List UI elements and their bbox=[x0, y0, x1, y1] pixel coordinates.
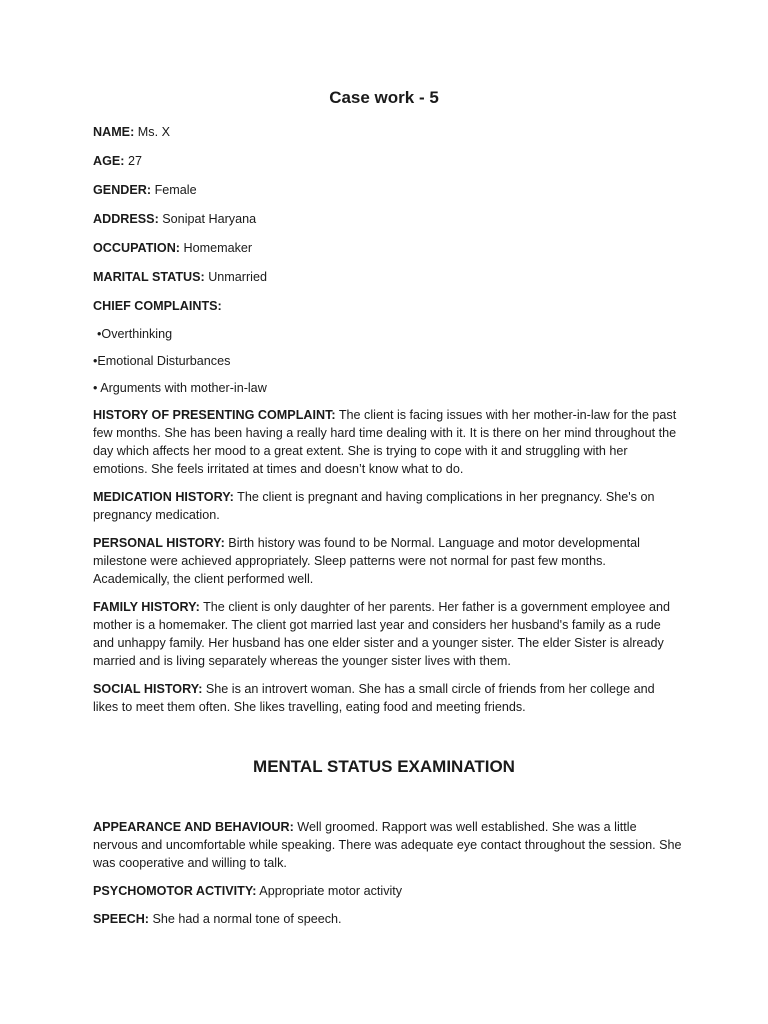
mse-text: Appropriate motor activity bbox=[256, 884, 403, 898]
marital-status-value: Unmarried bbox=[204, 270, 267, 284]
mse-label: APPEARANCE AND BEHAVIOUR: bbox=[93, 820, 294, 834]
history-text: The client is facing issues with her mother-in-law for the past few months. She has been having a really hard time dealing with it. It is there on her mind throughout the day which affects her mood to a great extent. She is trying to cope with it and struggling with her emotions. She feels irritated at times and doesn’t know what to do. bbox=[93, 408, 677, 476]
gender-value: Female bbox=[151, 183, 197, 197]
history-text: She is an introvert woman. She has a small circle of friends from her college and likes to meet them often. She likes travelling, eating food and meeting friends. bbox=[93, 682, 655, 714]
marital-status-label: MARITAL STATUS: bbox=[93, 270, 205, 284]
history-label: FAMILY HISTORY: bbox=[93, 600, 200, 614]
address-label: ADDRESS: bbox=[93, 212, 159, 226]
mse-label: SPEECH: bbox=[93, 912, 149, 926]
mse-text: Well groomed. Rapport was well established. She was a little nervous and uncomfortable while speaking. There was adequate eye contact throughout the session. She was cooperative and willing to talk. bbox=[93, 820, 682, 870]
family-history bbox=[93, 598, 683, 670]
name-value: Ms. X bbox=[134, 125, 170, 139]
history-label: HISTORY OF PRESENTING COMPLAINT: bbox=[93, 408, 336, 422]
document-title: Case work - 5 bbox=[329, 88, 439, 107]
occupation-value: Homemaker bbox=[179, 241, 253, 255]
chief-complaints-heading bbox=[93, 297, 683, 315]
personal-history bbox=[93, 534, 683, 588]
case-details bbox=[93, 123, 683, 726]
occupation-field bbox=[93, 239, 683, 257]
history-label: MEDICATION HISTORY: bbox=[93, 490, 234, 504]
complaint-item: •Emotional Disturbances bbox=[93, 354, 231, 368]
appearance-behaviour bbox=[93, 818, 683, 872]
gender-field bbox=[93, 181, 683, 199]
age-label: AGE: bbox=[93, 154, 125, 168]
mse-details bbox=[93, 818, 683, 938]
social-history bbox=[93, 680, 683, 716]
occupation-label: OCCUPATION: bbox=[93, 241, 180, 255]
presenting-complaint-history bbox=[93, 406, 683, 478]
speech bbox=[93, 910, 683, 928]
history-text: The client is only daughter of her parents. Her father is a government employee and mother is a homemaker. The client got married last year and considers her husband's family as a rude and unhappy family. Her husband has one elder sister and a younger sister. The elder Sister is already married and is living separately whereas the younger sister lives with them. bbox=[93, 600, 671, 668]
name-field bbox=[93, 123, 683, 141]
complaint-item: •Overthinking bbox=[97, 327, 173, 341]
mse-label: PSYCHOMOTOR ACTIVITY: bbox=[93, 884, 257, 898]
age-value: 27 bbox=[124, 154, 142, 168]
complaint-item: • Arguments with mother-in-law bbox=[93, 381, 267, 395]
chief-complaints-label: CHIEF COMPLAINTS: bbox=[93, 299, 222, 313]
medication-history bbox=[93, 488, 683, 524]
history-text: The client is pregnant and having complications in her pregnancy. She's on pregnancy medication. bbox=[93, 490, 655, 522]
address-field bbox=[93, 210, 683, 228]
marital-status-field bbox=[93, 268, 683, 286]
age-field bbox=[93, 152, 683, 170]
history-label: PERSONAL HISTORY: bbox=[93, 536, 225, 550]
history-label: SOCIAL HISTORY: bbox=[93, 682, 203, 696]
mse-text: She had a normal tone of speech. bbox=[148, 912, 342, 926]
history-text: Birth history was found to be Normal. Language and motor developmental milestone were achieved appropriately. Sleep patterns were not normal for past few months. Academically, the client performed well. bbox=[93, 536, 640, 586]
address-value: Sonipat Haryana bbox=[158, 212, 257, 226]
name-label: NAME: bbox=[93, 125, 135, 139]
gender-label: GENDER: bbox=[93, 183, 152, 197]
mse-section-title: MENTAL STATUS EXAMINATION bbox=[253, 757, 515, 776]
psychomotor-activity bbox=[93, 882, 683, 900]
